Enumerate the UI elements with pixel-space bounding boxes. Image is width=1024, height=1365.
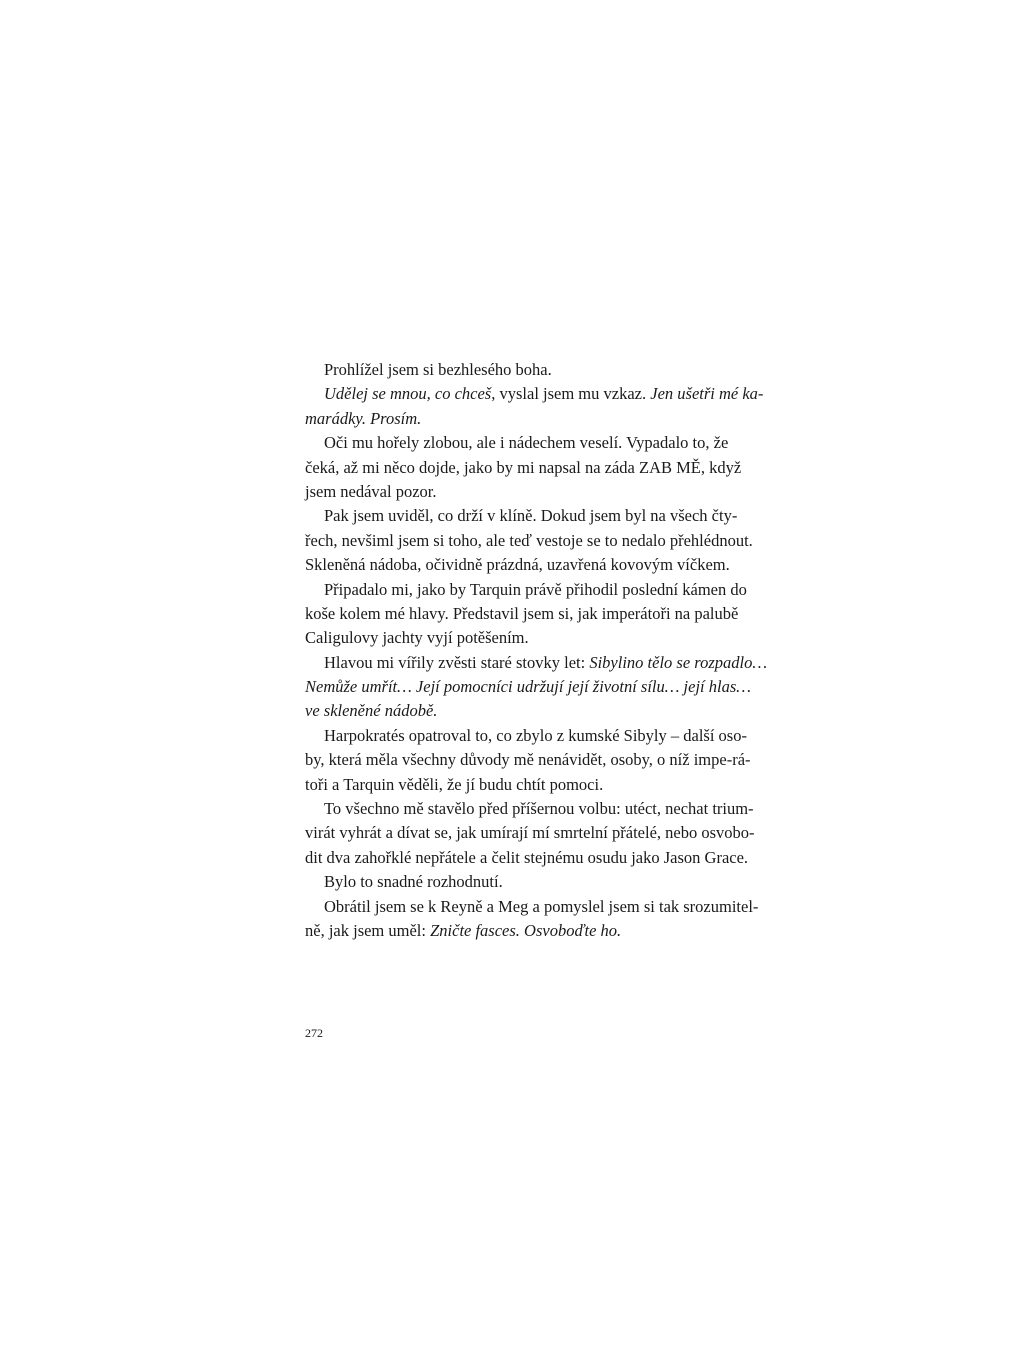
page-number: 272 xyxy=(305,1026,323,1040)
text-line xyxy=(305,553,730,577)
text-line xyxy=(305,675,751,699)
text-line xyxy=(305,626,721,650)
text-segment: by, která měla všechny důvody mě nenávidět, osoby, o níž impe-rá- xyxy=(305,750,751,770)
text-segment: čeká, až mi něco dojde, jako by mi napsal na záda ZAB MĚ, když xyxy=(305,457,742,477)
text-line xyxy=(305,895,759,919)
text-segment: Skleněná nádoba, očividně prázdná, uzavřená kovovým víčkem. xyxy=(305,555,730,575)
text-segment: Pak jsem uviděl, co drží v klíně. Dokud jsem byl na všech čty- xyxy=(324,506,738,526)
text-line xyxy=(305,602,739,626)
italic-text-segment: Jen ušetři mé ka- xyxy=(650,384,764,404)
text-line xyxy=(305,699,721,723)
text-line xyxy=(305,773,721,797)
text-segment: Harpokratés opatroval to, co zbylo z kumské Sibyly – další oso- xyxy=(324,725,747,745)
italic-text-segment: Zničte fasces. Osvoboďte ho. xyxy=(430,920,622,940)
text-line xyxy=(305,821,755,845)
text-line xyxy=(305,456,742,480)
text-line xyxy=(305,529,753,553)
text-segment: dit dva zahořklé nepřátele a čelit stejnému osudu jako Jason Grace. xyxy=(305,847,749,867)
text-segment: To všechno mě stavělo před příšernou volbu: utéct, nechat trium- xyxy=(324,799,754,819)
text-line xyxy=(305,651,768,675)
text-segment: jsem nedával pozor. xyxy=(305,481,437,501)
text-segment: Oči mu hořely zlobou, ale i nádechem veselí. Vypadalo to, že xyxy=(324,433,729,453)
italic-text-segment: ve skleněné nádobě. xyxy=(305,701,438,721)
text-segment: toři a Tarquin věděli, že jí budu chtít pomoci. xyxy=(305,774,604,794)
italic-text-segment: Sibylino tělo se rozpadlo… xyxy=(589,652,768,672)
text-line xyxy=(305,480,721,504)
text-line xyxy=(305,431,729,455)
text-segment: koše kolem mé hlavy. Představil jsem si, jak imperátoři na palubě xyxy=(305,603,739,623)
text-line xyxy=(305,504,738,528)
text-line xyxy=(305,724,747,748)
text-segment: Připadalo mi, jako by Tarquin právě přihodil poslední kámen do xyxy=(324,579,747,599)
text-segment: virát vyhrát a dívat se, jak umírají mí smrtelní přátelé, nebo osvobo- xyxy=(305,823,755,843)
italic-text-segment: Udělej se mnou, co chceš xyxy=(324,384,492,404)
text-line xyxy=(305,407,721,431)
text-line xyxy=(305,382,764,406)
text-segment: Hlavou mi vířily zvěsti staré stovky let: xyxy=(324,652,590,672)
text-segment: Bylo to snadné rozhodnutí. xyxy=(324,872,503,892)
text-segment: řech, nevšiml jsem si toho, ale teď vestoje se to nedalo přehlédnout. xyxy=(305,530,753,550)
text-line xyxy=(305,870,721,894)
text-segment: Caligulovy jachty vyjí potěšením. xyxy=(305,628,529,648)
italic-text-segment: Nemůže umřít… Její pomocníci udržují její životní sílu… její hlas… xyxy=(305,677,751,697)
text-segment: Prohlížel jsem si bezhlesého boha. xyxy=(324,360,552,379)
text-line xyxy=(305,846,749,870)
text-line xyxy=(305,797,754,821)
text-line xyxy=(305,919,721,943)
text-segment: Obrátil jsem se k Reyně a Meg a pomyslel jsem si tak srozumitel- xyxy=(324,896,759,916)
text-segment: ně, jak jsem uměl: xyxy=(305,920,431,940)
italic-text-segment: marádky. Prosím. xyxy=(305,408,422,428)
text-line xyxy=(305,358,721,382)
text-segment: , vyslal jsem mu vzkaz. xyxy=(491,384,651,404)
text-line xyxy=(305,748,751,772)
text-line xyxy=(305,578,747,602)
body-text xyxy=(305,358,768,943)
